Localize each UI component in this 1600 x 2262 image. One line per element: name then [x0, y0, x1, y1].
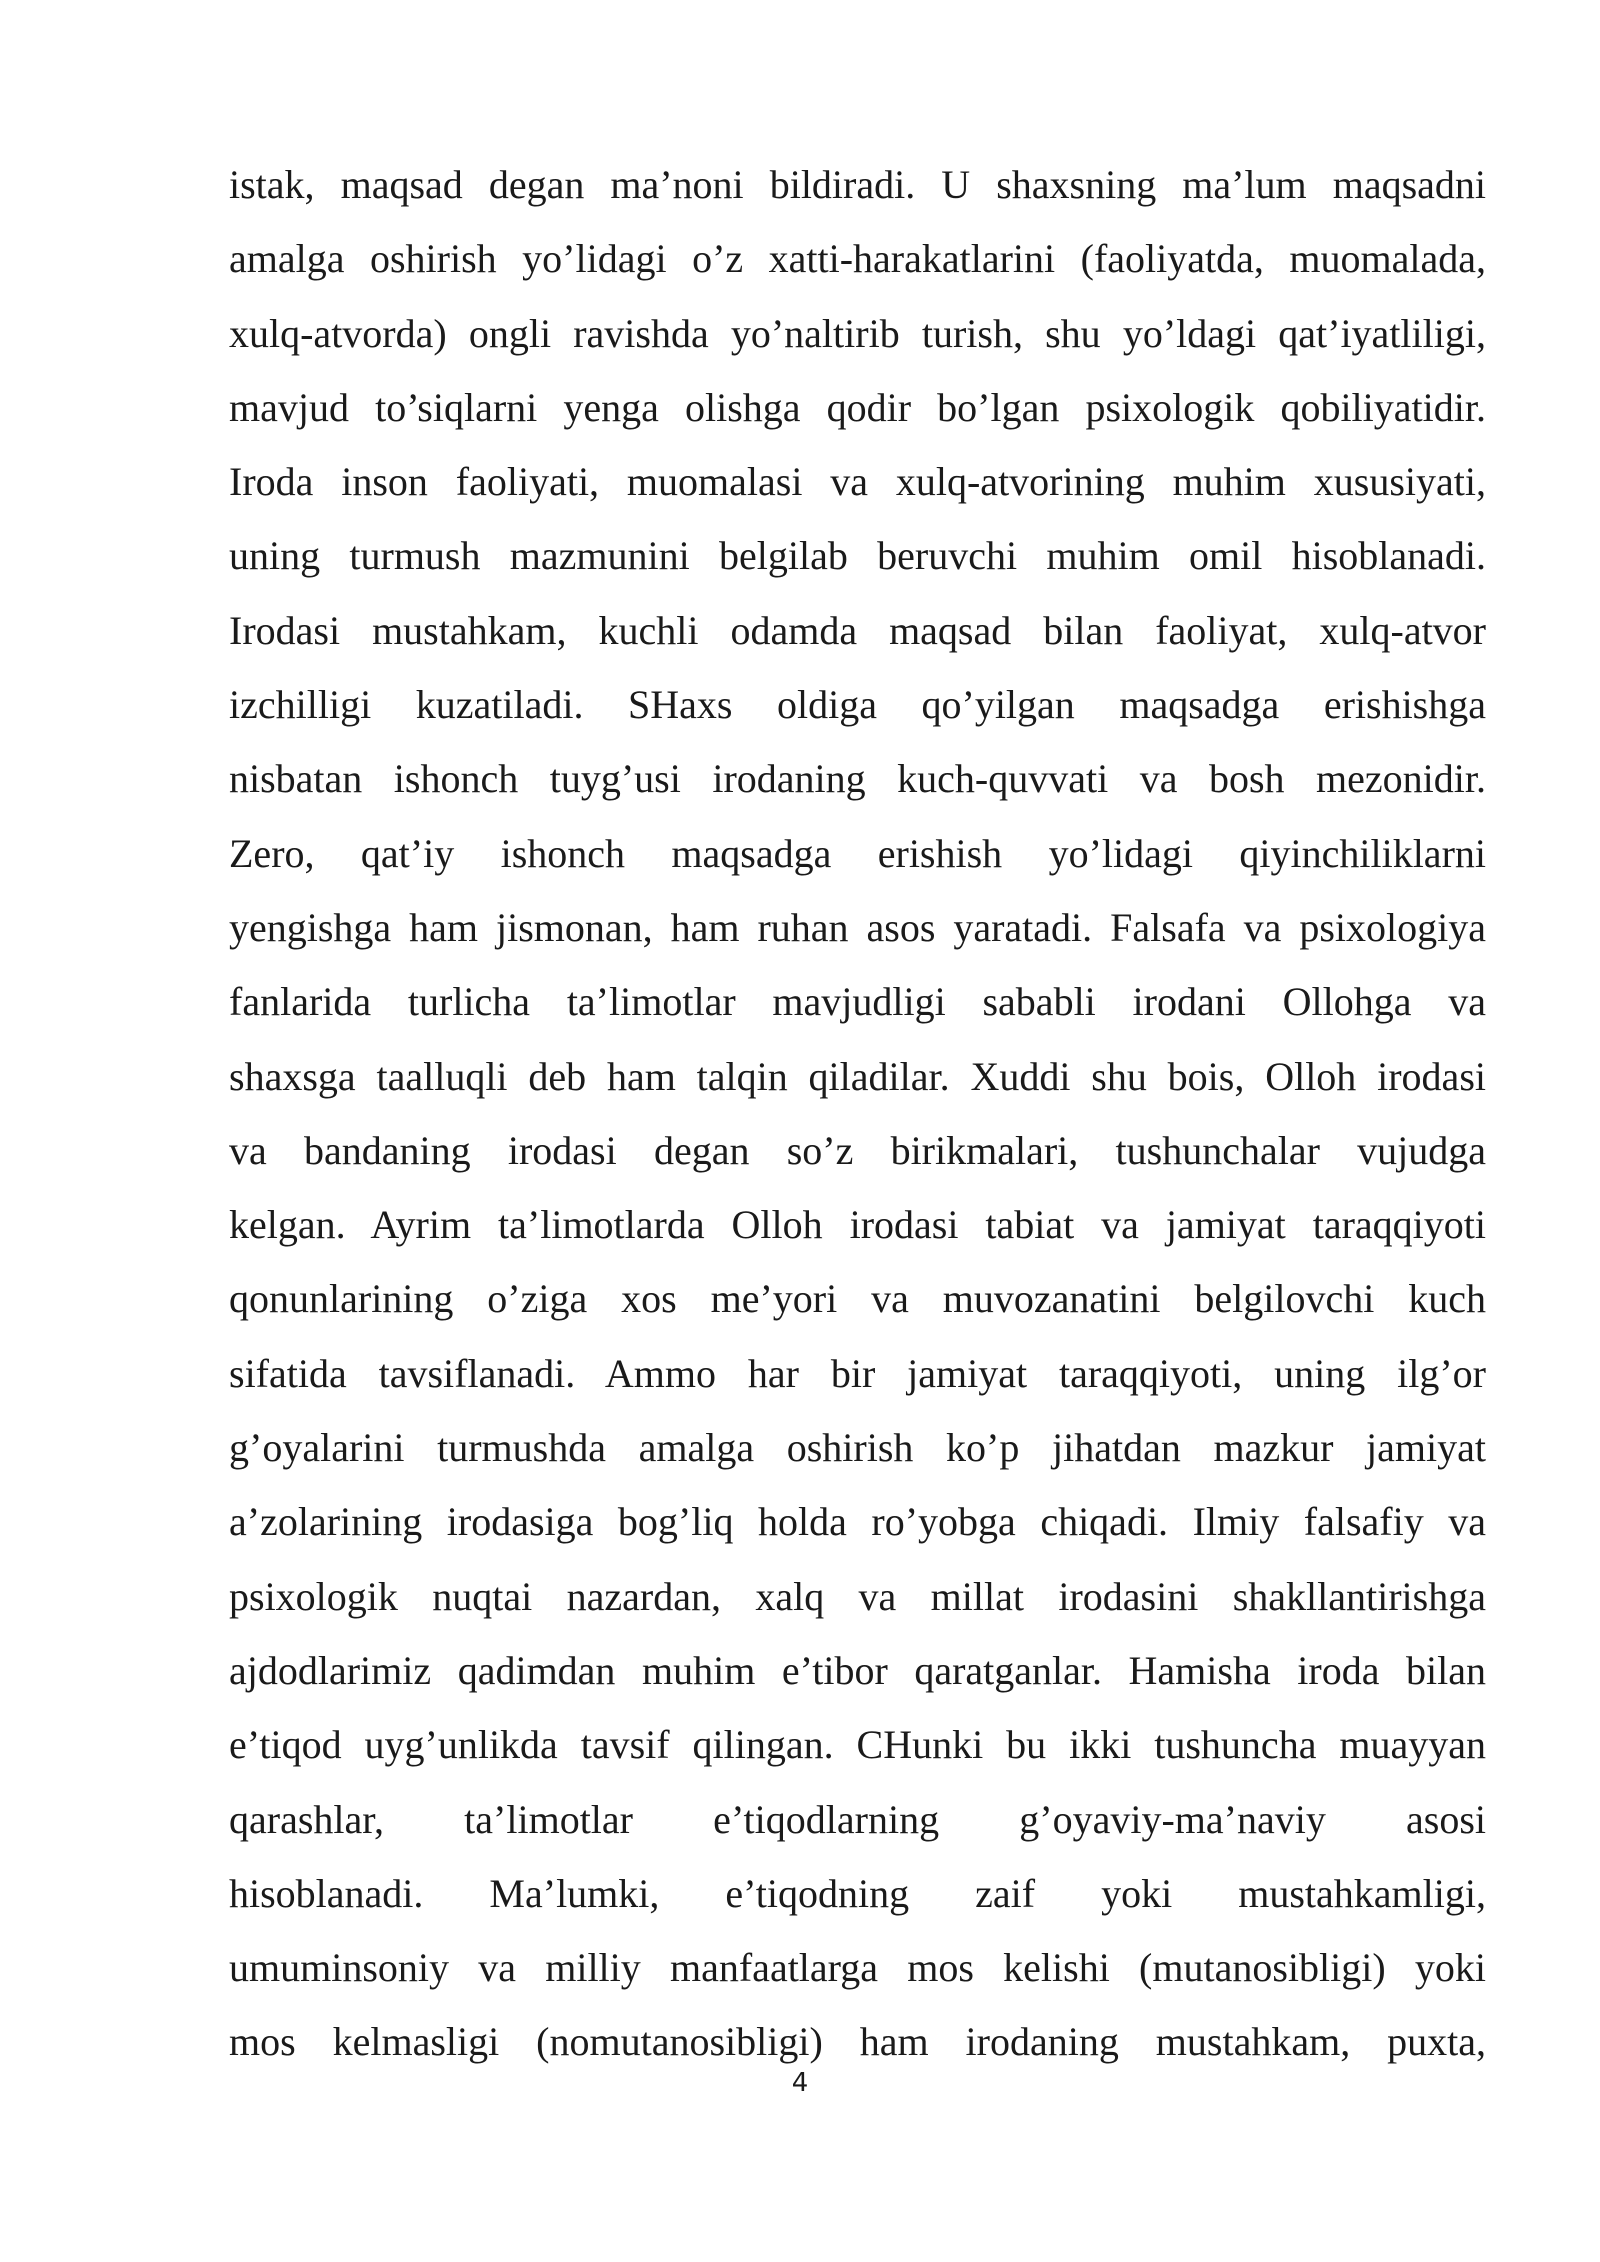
body-text — [229, 148, 1486, 2080]
text-line: mos kelmasligi (nomutanosibligi) ham irodaning mustahkam, puxta, — [229, 2019, 1486, 2065]
text-line: Irodasi mustahkam, kuchli odamda maqsad bilan faoliyat, xulq-atvor — [229, 607, 1486, 653]
text-line: izchilligi kuzatiladi. SHaxs oldiga qo’yilgan maqsadga erishishga — [229, 682, 1486, 728]
text-line: Zero, qat’iy ishonch maqsadga erishish yo’lidagi qiyinchiliklarni — [229, 830, 1486, 876]
text-line: hisoblanadi. Ma’lumki, e’tiqodning zaif yoki mustahkamligi, — [229, 1870, 1486, 1916]
text-line: g’oyalarini turmushda amalga oshirish ko’p jihatdan mazkur jamiyat — [229, 1425, 1486, 1471]
text-line: uning turmush mazmunini belgilab beruvchi muhim omil hisoblanadi. — [229, 533, 1486, 579]
page-number: 4 — [791, 2068, 809, 2098]
text-line: qarashlar, ta’limotlar e’tiqodlarning g’oyaviy-ma’naviy asosi — [229, 1796, 1486, 1842]
text-line: amalga oshirish yo’lidagi o’z xatti-harakatlarini (faoliyatda, muomalada, — [229, 236, 1486, 282]
text-line: xulq-atvorda) ongli ravishda yo’naltirib turish, shu yo’ldagi qat’iyatliligi, — [229, 310, 1486, 356]
text-line: umuminsoniy va milliy manfaatlarga mos kelishi (mutanosibligi) yoki — [229, 1945, 1486, 1991]
text-line: nisbatan ishonch tuyg’usi irodaning kuch-quvvati va bosh mezonidir. — [229, 756, 1486, 802]
text-line: shaxsga taalluqli deb ham talqin qiladilar. Xuddi shu bois, Olloh irodasi — [229, 1053, 1486, 1099]
text-line: istak, maqsad degan ma’noni bildiradi. U shaxsning ma’lum maqsadni — [229, 162, 1486, 207]
text-line: mavjud to’siqlarni yenga olishga qodir bo’lgan psixologik qobiliyatidir. — [229, 384, 1486, 430]
text-line: Iroda inson faoliyati, muomalasi va xulq-atvorining muhim xususiyati, — [229, 459, 1486, 505]
text-line: va bandaning irodasi degan so’z birikmalari, tushunchalar vujudga — [229, 1127, 1486, 1173]
text-line: fanlarida turlicha ta’limotlar mavjudligi sababli irodani Ollohga va — [229, 979, 1486, 1025]
text-line: psixologik nuqtai nazardan, xalq va millat irodasini shakllantirishga — [229, 1573, 1486, 1619]
text-line: sifatida tavsiflanadi. Ammo har bir jamiyat taraqqiyoti, uning ilg’or — [229, 1350, 1486, 1396]
text-line: kelgan. Ayrim ta’limotlarda Olloh irodasi tabiat va jamiyat taraqqiyoti — [229, 1202, 1486, 1248]
text-line: a’zolarining irodasiga bog’liq holda ro’yobga chiqadi. Ilmiy falsafiy va — [229, 1499, 1486, 1545]
text-line: e’tiqod uyg’unlikda tavsif qilingan. CHunki bu ikki tushuncha muayyan — [229, 1722, 1486, 1768]
text-line: yengishga ham jismonan, ham ruhan asos yaratadi. Falsafa va psixologiya — [229, 904, 1486, 950]
text-line: ajdodlarimiz qadimdan muhim e’tibor qaratganlar. Hamisha iroda bilan — [229, 1647, 1486, 1693]
text-line: qonunlarining o’ziga xos me’yori va muvozanatini belgilovchi kuch — [229, 1276, 1486, 1322]
